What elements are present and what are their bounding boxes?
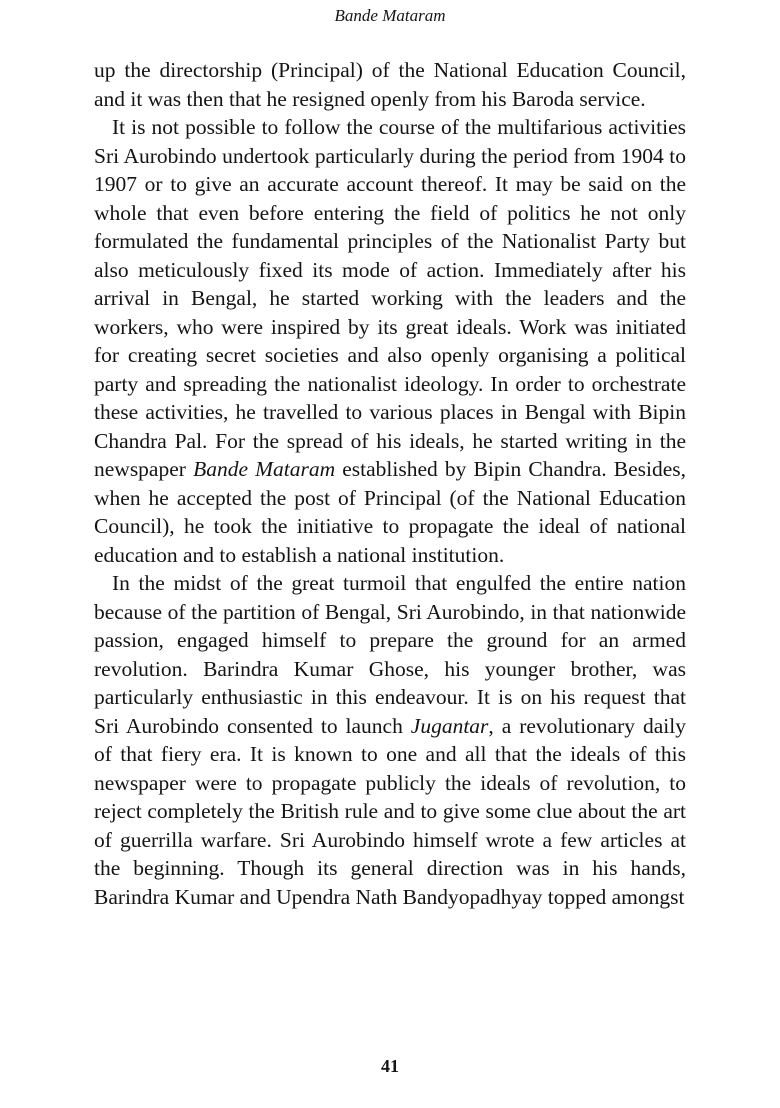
running-head: Bande Mataram [334,6,446,25]
paragraph-2-part-1: It is not possible to follow the course of the multifarious activities Sri Aurobindo undertook particularly during the period from 1904 to 1907 or to give an accurate account thereof. It may be said on the whole that even before entering the field of politics he not only formulated the fundamental principles of the Nationalist Party but also meticulously fixed its mode of action. Immediately after his arrival in Bengal, he started working with the leaders and the workers, who were inspired by its great ideals. Work was initiated for creating secret societies and also openly organising a political party and spreading the nationalist ideology. In order to orchestrate these activities, he travelled to various places in Bengal with Bipin Chandra Pal. For the spread of his ideals, he started writing in the newspaper [94,115,686,481]
paragraph-2 [94,113,686,569]
paragraph-1: up the directorship (Principal) of the National Education Council, and it was then that he resigned openly from his Baroda service. [94,58,686,111]
paragraph-3 [94,569,686,911]
page-number: 41 [381,1056,399,1076]
newspaper-title-jugantar: Jugantar [410,713,489,738]
body-text [94,56,686,911]
paragraph-3-part-1: In the midst of the great turmoil that engulfed the entire nation because of the partition of Bengal, Sri Aurobindo, in that nationwide passion, engaged himself to prepare the ground for an armed revolution. Barindra Kumar Ghose, his younger brother, was particularly enthusiastic in this endeavour. It is on his request that Sri Aurobindo consented to launch [94,571,686,738]
newspaper-title-bande-mataram: Bande Mataram [193,457,336,481]
paragraph-3-part-2: , a revolutionary daily of that fiery era. It is known to one and all that the ideals of this newspaper were to propagate publicly the ideals of revolution, to reject completely the British rule and to give some clue about the art of guerrilla warfare. Sri Aurobindo himself wrote a few articles at the beginning. Though its general direction was in his hands, Barindra Kumar and Upendra Nath Bandyopadhyay topped amongst [94,713,686,909]
paragraph-2-part-2: established by Bipin Chandra. Besides, when he accepted the post of Principal (of the National Education Council), he took the initiative to propagate the ideal of national education and to establish a national institution. [94,457,687,567]
